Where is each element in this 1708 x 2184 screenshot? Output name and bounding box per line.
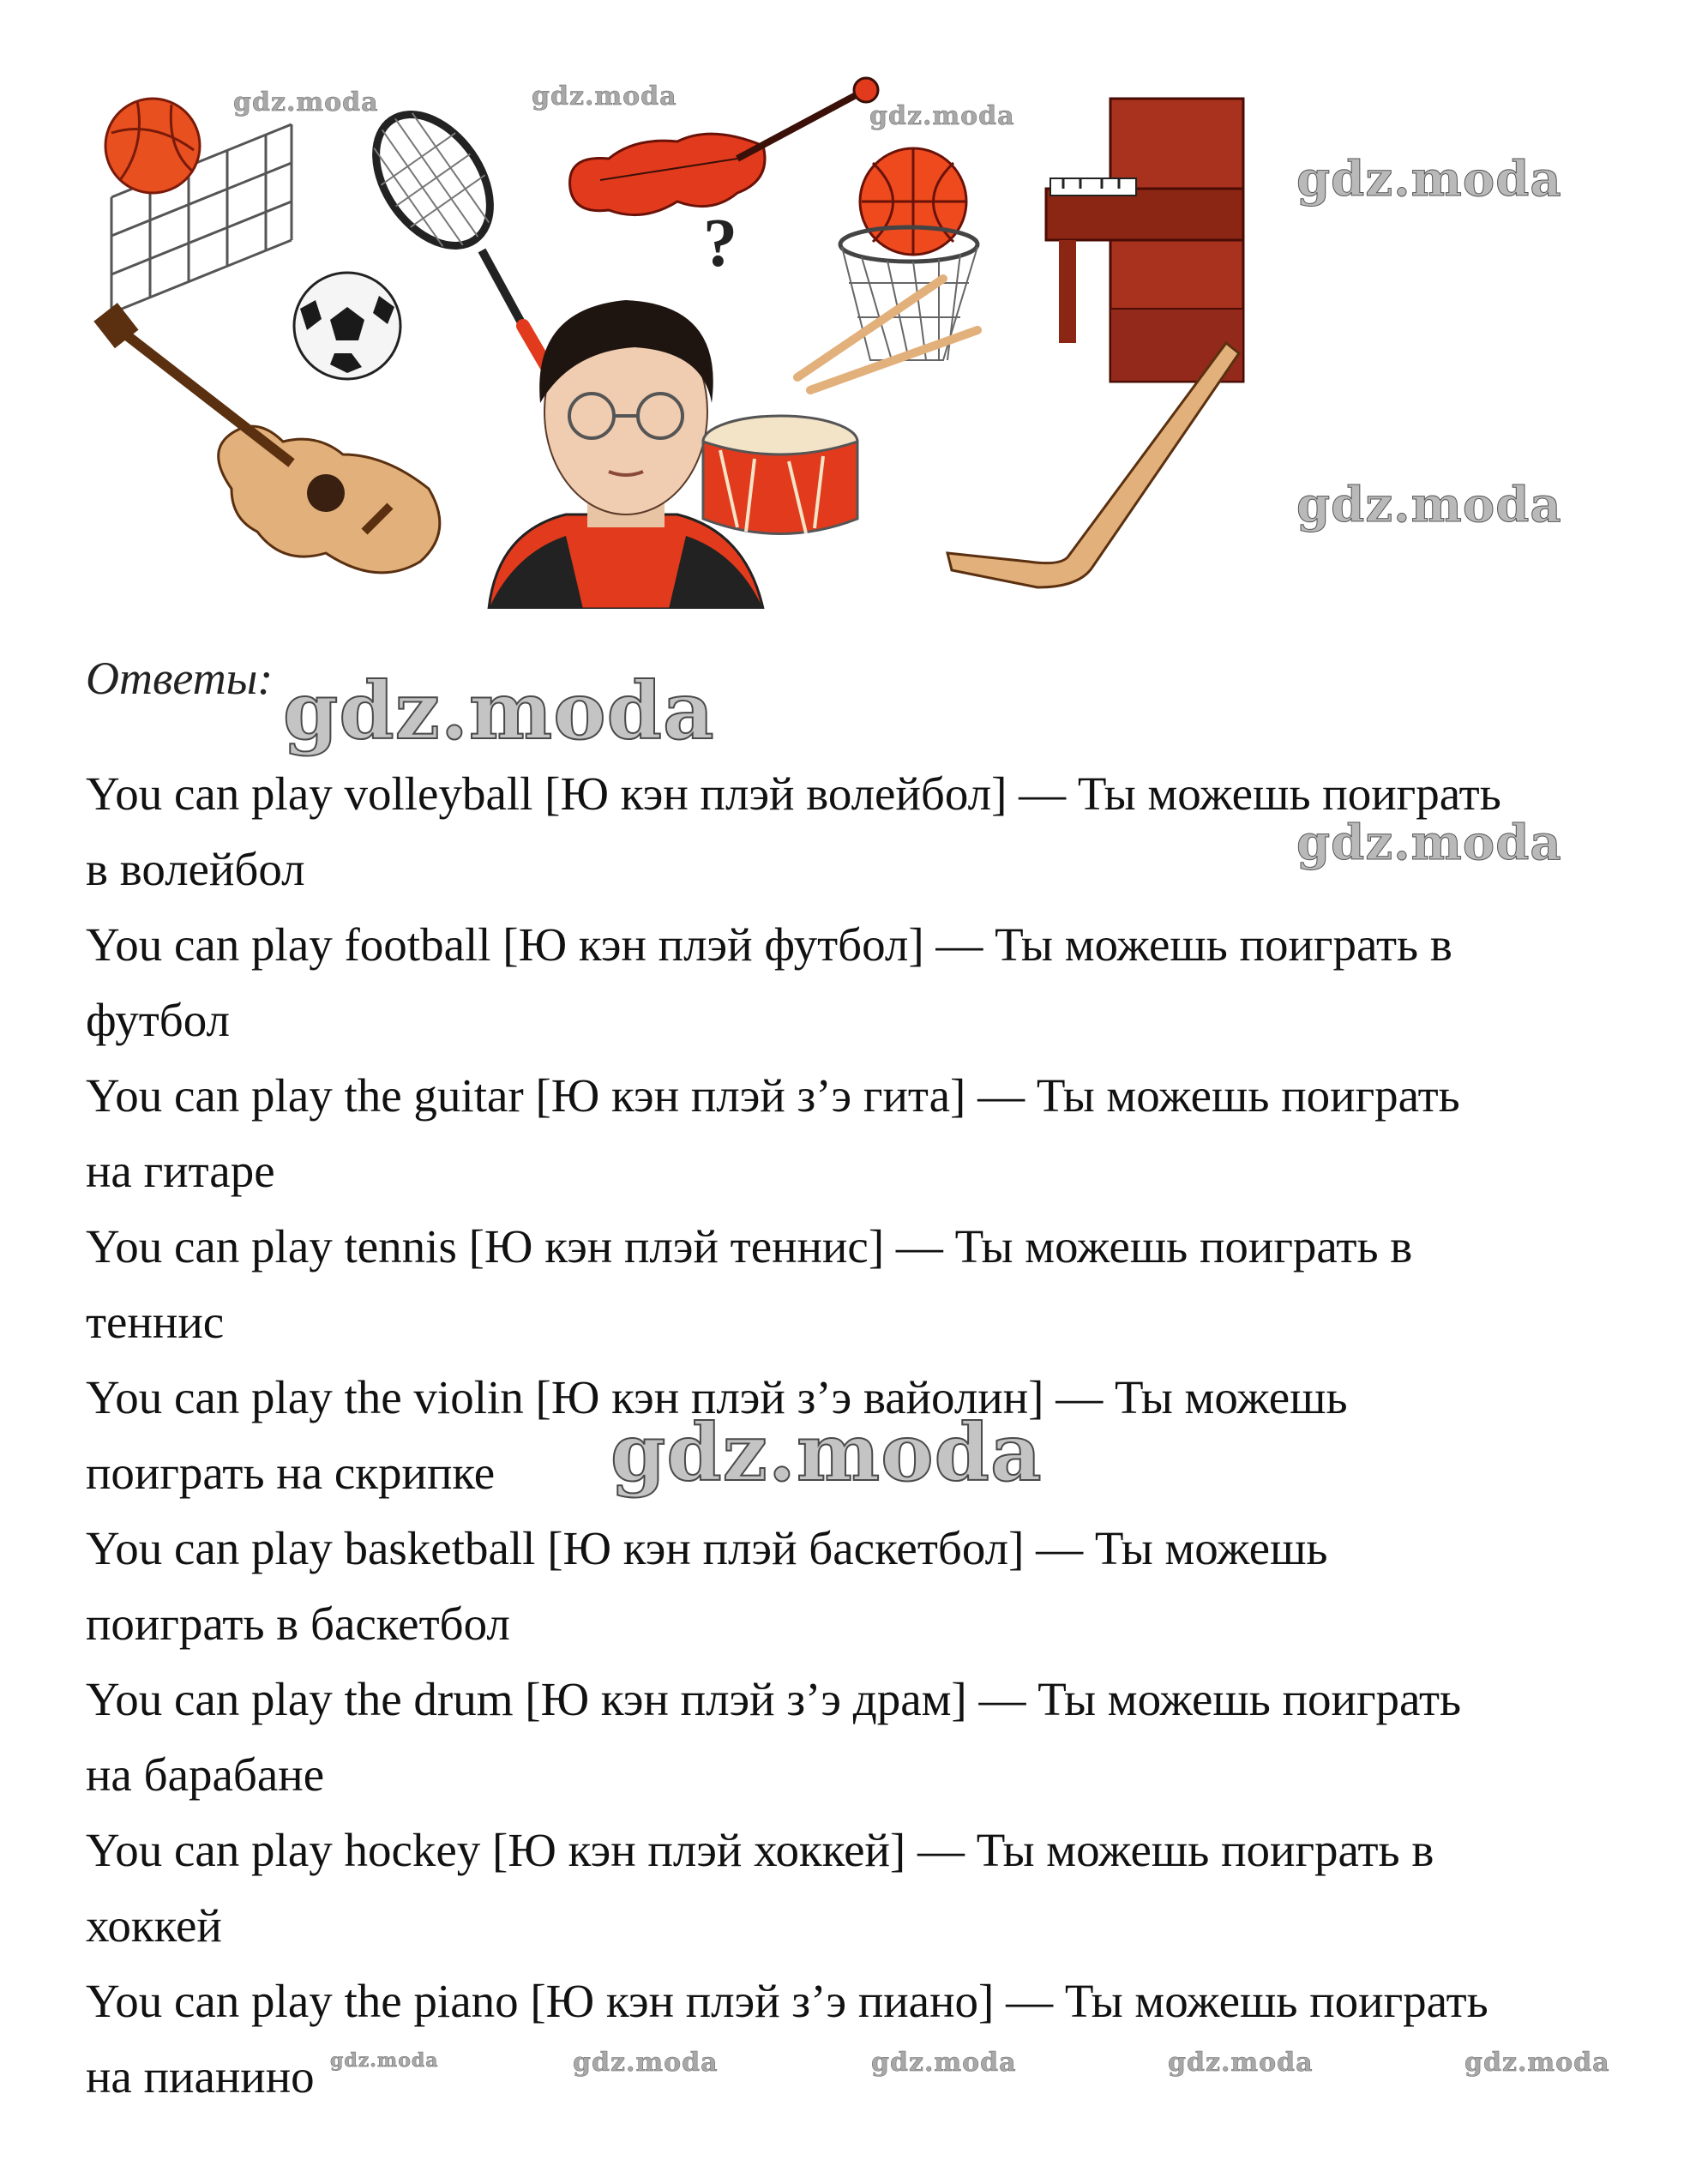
answer-line: теннис [86,1296,225,1348]
volleyball-net-icon [105,99,292,313]
football-icon [294,273,400,379]
answer-item [86,1662,1629,1813]
watermark: gdz.moda [871,2048,1017,2078]
answer-item [86,1511,1629,1662]
answer-line: поиграть в баскетбол [86,1597,510,1650]
watermark: gdz.moda [610,1406,1043,1499]
watermark: gdz.moda [1168,2048,1314,2078]
watermark: gdz.moda [1296,151,1562,208]
answer-line: поиграть на скрипке [86,1447,496,1499]
watermark: gdz.moda [532,81,677,111]
answer-line: хоккей [86,1899,222,1952]
answer-line: You can play tennis [Ю кэн плэй теннис] — Ты можешь поиграть в [86,1220,1413,1272]
watermark: gdz.moda [869,101,1015,131]
watermark: gdz.moda [1296,477,1562,533]
answer-line: You can play the guitar [Ю кэн плэй з’э гита] — Ты можешь поиграть [86,1069,1460,1122]
answer-line: футбол [86,994,231,1046]
answer-line: в волейбол [86,843,305,895]
answer-item [86,1058,1629,1209]
watermark: gdz.moda [1464,2048,1610,2078]
answers-heading: Ответы: [86,653,274,704]
answer-item [86,1209,1629,1360]
answer-item [86,1813,1629,1964]
answer-line: You can play volleyball [Ю кэн плэй волейбол] — Ты можешь поиграть [86,767,1501,820]
basketball-hoop-icon [840,148,977,360]
answer-line: на пианино [86,2050,315,2103]
answer-item [86,907,1629,1058]
answer-line: You can play the violin [Ю кэн плэй з’э вайолин] — Ты можешь [86,1371,1348,1423]
watermark: gdz.moda [330,2049,439,2072]
question-mark: ? [703,206,737,281]
answer-line: You can play basketball [Ю кэн плэй баскетбол] — Ты можешь [86,1522,1328,1574]
answer-line: You can play the piano [Ю кэн плэй з’э пиано] — Ты можешь поиграть [86,1975,1488,2027]
watermark: gdz.moda [573,2048,719,2078]
answer-line: You can play football [Ю кэн плэй футбол] — Ты можешь поиграть в [86,918,1452,971]
answer-item [86,1964,1629,2115]
illustration [86,51,1303,609]
answer-line: You can play the drum [Ю кэн плэй з’э драм] — Ты можешь поиграть [86,1673,1462,1725]
watermark: gdz.moda [1296,815,1562,871]
watermark: gdz.moda [233,87,379,117]
answer-line: You can play hockey [Ю кэн плэй хоккей] — Ты можешь поиграть в [86,1824,1434,1876]
answer-line: на гитаре [86,1145,275,1197]
watermark: gdz.moda [283,665,715,757]
piano-icon [1046,99,1243,382]
answer-line: на барабане [86,1748,325,1801]
